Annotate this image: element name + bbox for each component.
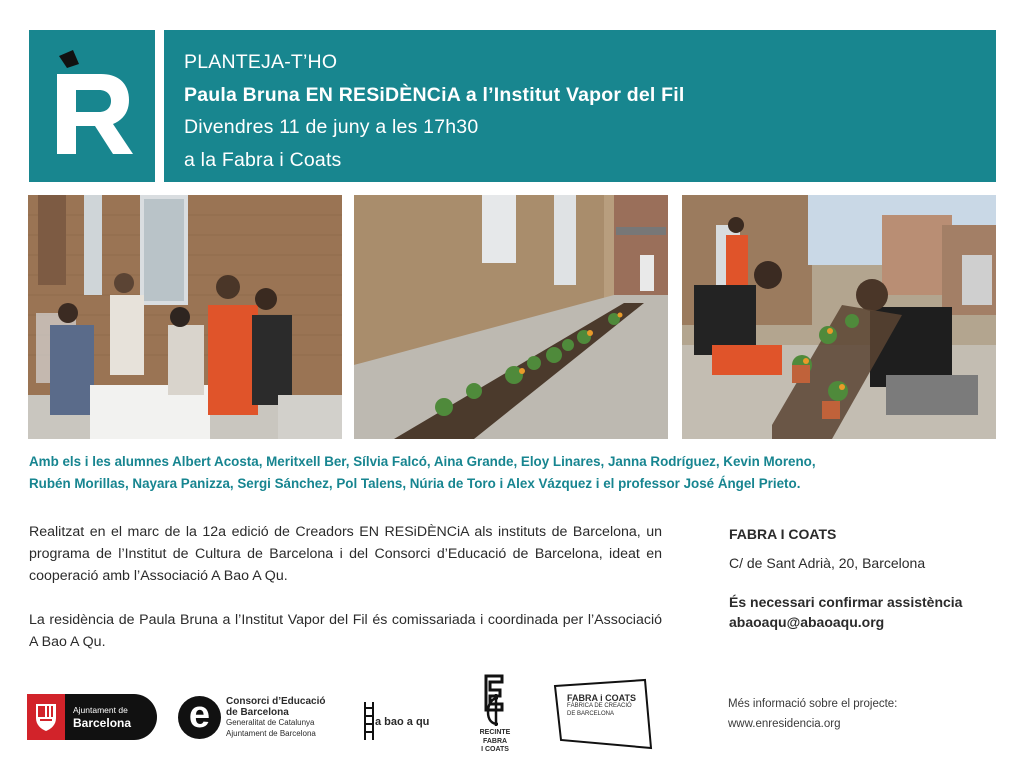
ajuntament-logo [27, 694, 157, 740]
more-info [728, 694, 897, 734]
rsvp-email[interactable]: abaoaqu@abaoaqu.org [729, 614, 885, 630]
project-url[interactable]: www.enresidencia.org [728, 718, 841, 730]
venue-info [729, 524, 999, 632]
description-paragraph: La residència de Paula Bruna a l’Institut Vapor del Fil és comissariada i coordinada per l’Associació A Bao A Qu. [29, 612, 662, 650]
planted-strip-photo [354, 195, 668, 439]
venue-address: C/ de Sant Adrià, 20, Barcelona [729, 555, 926, 571]
event-header [164, 30, 996, 182]
brand-logo [29, 30, 155, 182]
recinte-line: FABRA [482, 737, 508, 745]
rsvp-note: És necessari confirmar assistència [729, 594, 963, 610]
consorci-line: Consorci d’Educació [226, 696, 326, 707]
r-logo-icon [29, 30, 155, 182]
city-shield-icon [27, 694, 65, 740]
recinte-line: RECINTE [479, 729, 511, 736]
ajuntament-label: Ajuntament de [73, 705, 128, 715]
consorci-line: Ajuntament de Barcelona [226, 728, 316, 738]
fabrica-line: FABRA i COATS [567, 693, 636, 703]
consorci-letter: e [178, 696, 221, 739]
event-place: a la Fabra i Coats [184, 148, 342, 171]
consorci-line: Generalitat de Catalunya [226, 718, 315, 727]
recinte-mark-icon [468, 672, 522, 728]
students-planting-photo [28, 195, 342, 439]
credits-line: Amb els i les alumnes Albert Acosta, Meritxell Ber, Sílvia Falcó, Aina Grande, Eloy Linares, Janna Rodríguez, Kevin Moreno, [29, 454, 816, 469]
recinte-line: I COATS [481, 746, 509, 753]
students-kneeling-photo [682, 195, 996, 439]
recinte-logo [468, 672, 522, 758]
event-date: Divendres 11 de juny a les 17h30 [184, 116, 479, 138]
fabrica-line: DE BARCELONA [567, 711, 615, 717]
more-info-label: Més informació sobre el projecte: [728, 698, 898, 710]
abaoaqu-name: a bao a qu [375, 716, 430, 728]
program-description [29, 521, 662, 653]
description-paragraph: Realitzat en el marc de la 12a edició de Creadors EN RESiDÈNCiA als instituts de Barcelona, un programa de l’Institut de Cultura de Barcelona i del Consorci d’Educació de Barcelona, ideat en cooperació amb l’Associació A Bao A Qu. [29, 524, 662, 584]
student-credits [29, 451, 1004, 494]
consorci-line: de Barcelona [226, 706, 289, 718]
event-title: Paula Bruna EN RESiDÈNCiA a l’Institut Vapor del Fil [184, 83, 685, 106]
fabrica-creacio-logo [553, 678, 653, 750]
venue-name: FABRA I COATS [729, 526, 837, 542]
event-kicker: PLANTEJA-T’HO [184, 51, 338, 73]
ajuntament-name: Barcelona [73, 716, 132, 730]
credits-line: Rubén Morillas, Nayara Panizza, Sergi Sánchez, Pol Talens, Núria de Toro i Alex Vázquez i el professor José Ángel Prieto. [29, 475, 801, 491]
ladder-icon [362, 702, 376, 740]
abaoaqu-logo [362, 702, 446, 740]
fabrica-line: FÀBRICA DE CREACIÓ [567, 703, 632, 709]
consorci-logo [178, 696, 338, 740]
